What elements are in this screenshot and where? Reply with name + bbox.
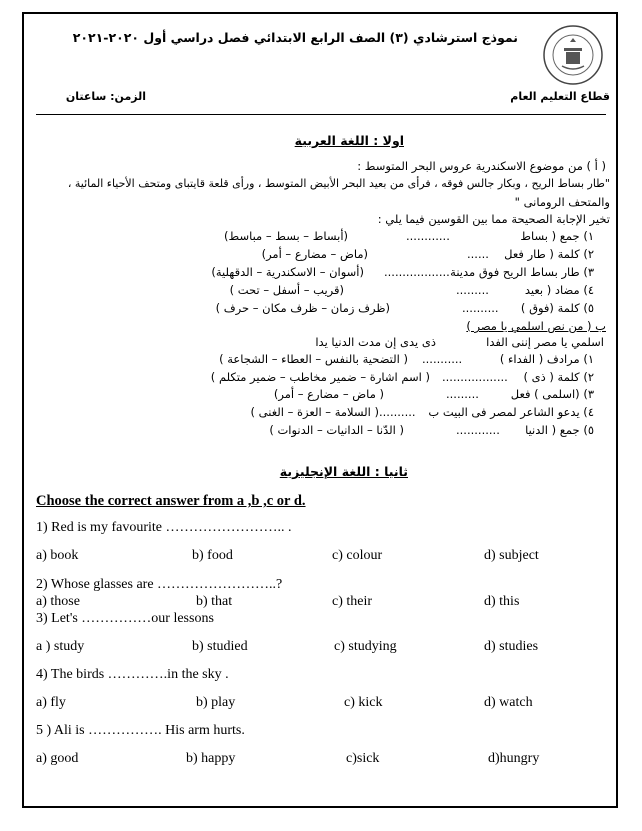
- arabic-a-q4: ٤) مضاد ( بعيد: [524, 283, 594, 297]
- en-q5-d: d)hungry: [488, 751, 540, 766]
- arabic-a-q2: ٢) كلمة ( طار فعل: [504, 247, 594, 261]
- arabic-a-dots3: ..................: [384, 265, 450, 279]
- arabic-b-q4: ٤) يدعو الشاعر لمصر فى البيت ب: [428, 405, 594, 419]
- en-q1-c: c) colour: [332, 548, 383, 563]
- arabic-intro: ( أ ) من موضوع الاسكندرية عروس البحر المتوسط :: [357, 159, 606, 173]
- arabic-b-opts5: ( الدّنا – الدانيات – الدنوات ): [269, 423, 404, 437]
- english-section-title: ثانيا : اللغة الإنجليزية: [279, 464, 408, 479]
- arabic-a-q1: ١) جمع ( بساط: [520, 229, 594, 243]
- english-instruction: Choose the correct answer from a ,b ,c or d.: [36, 493, 306, 509]
- en-q4: 4) The birds ………….in the sky .: [36, 667, 229, 682]
- arabic-a-opts5: (ظرف زمان – ظرف مكان – حرف ): [215, 301, 390, 315]
- arabic-section-title: اولا : اللغة العربية: [294, 133, 404, 148]
- en-q2-c: c) their: [332, 594, 373, 609]
- arabic-b-opts4: ( السلامة – العزة – الغنى ): [250, 405, 379, 419]
- en-q4-c: c) kick: [344, 695, 383, 710]
- en-q1-d: d) subject: [484, 548, 539, 563]
- arabic-b-q1: ١) مرادف ( الفداء ): [499, 352, 594, 366]
- verse-left: ذى يدى إن مدت الدنيا يدا: [315, 335, 436, 349]
- arabic-instruction: تخير الإجابة الصحيحة مما بين القوسين فيما يلي :: [377, 212, 610, 226]
- arabic-b-opts2: ( اسم اشارة – ضمير مخاطب – ضمير متكلم ): [210, 370, 430, 384]
- en-q1-a: a) book: [36, 548, 79, 563]
- en-q3-c: c) studying: [334, 639, 397, 654]
- en-q2-d: d) this: [484, 594, 520, 609]
- en-q3-a: a ) study: [36, 639, 85, 654]
- arabic-a-opts3: (أسوان – الاسكندرية – الدقهلية): [211, 265, 364, 279]
- exam-page: [22, 12, 618, 808]
- arabic-a-opts1: (أبساط – بسط – مباسط): [224, 229, 348, 243]
- arabic-b-dots5: ............: [456, 423, 500, 437]
- arabic-b-q3: ٣) (اسلمى ) فعل: [510, 387, 594, 401]
- arabic-b-q5: ٥) جمع ( الدنيا: [525, 423, 594, 437]
- arabic-a-dots5: ..........: [462, 301, 499, 315]
- arabic-b-opts1: ( التضحية بالنفس – العطاء – الشجاعة ): [219, 352, 408, 366]
- en-q1: 1) Red is my favourite …………………….. .: [36, 520, 292, 535]
- arabic-a-q5: ٥) كلمة (فوق ): [520, 301, 594, 315]
- arabic-b-dots4: ..........: [379, 405, 416, 419]
- exam-title: نموذج استرشادي (٣) الصف الرابع الابتدائي فصل دراسي أول ٢٠٢٠-٢٠٢١: [72, 30, 518, 45]
- en-q1-b: b) food: [192, 548, 233, 563]
- arabic-a-dots4: .........: [456, 283, 489, 297]
- en-q3-d: d) studies: [484, 639, 539, 654]
- en-q2-a: a) those: [36, 594, 80, 609]
- arabic-a-dots1: ............: [406, 229, 450, 243]
- arabic-b-opts3: ( ماض – مضارع – أمر): [273, 387, 384, 401]
- en-q5: 5 ) Ali is ……………. His arm hurts.: [36, 723, 245, 738]
- time-label: الزمن: ساعتان: [65, 90, 146, 103]
- ministry-logo-icon: [542, 24, 604, 86]
- arabic-b-title: ب ( من نص اسلمي يا مصر ): [466, 319, 606, 333]
- arabic-b-dots1: ...........: [422, 352, 463, 366]
- arabic-b-dots3: .........: [446, 387, 479, 401]
- en-q3: 3) Let's ……………our lessons: [36, 611, 214, 626]
- en-q5-b: b) happy: [186, 751, 236, 766]
- en-q5-a: a) good: [36, 751, 79, 766]
- sector-label: قطاع التعليم العام: [510, 90, 610, 103]
- arabic-a-opts4: (قريب – أسفل – تحت ): [229, 283, 344, 297]
- arabic-a-q3: ٣) طار بساط الريح فوق مدينة: [450, 265, 594, 279]
- en-q4-b: b) play: [196, 695, 236, 710]
- arabic-b-dots2: ..................: [442, 370, 508, 384]
- arabic-quote-line2: والمتحف الرومانى ": [514, 195, 610, 209]
- en-q2-b: b) that: [196, 594, 233, 609]
- en-q4-d: d) watch: [484, 695, 533, 710]
- verse-right: اسلمي يا مصر إننى الفدا: [486, 335, 604, 349]
- en-q5-c: c)sick: [346, 751, 380, 766]
- en-q4-a: a) fly: [36, 695, 66, 710]
- arabic-a-opts2: (ماض – مضارع – أمر): [261, 247, 368, 261]
- arabic-b-q2: ٢) كلمة ( ذى ): [523, 370, 594, 384]
- arabic-quote-line1: "طار بساط الريح ، وبكار جالس فوقه ، فرأى من بعيد البحر الأبيض المتوسط ، ورأى قلعة قايتباى ومتحف الأحياء المائية ،: [67, 177, 610, 190]
- en-q2: 2) Whose glasses are ……………………..?: [36, 577, 283, 592]
- arabic-a-dots2: ......: [467, 247, 489, 261]
- header-divider: [36, 114, 606, 115]
- en-q3-b: b) studied: [192, 639, 248, 654]
